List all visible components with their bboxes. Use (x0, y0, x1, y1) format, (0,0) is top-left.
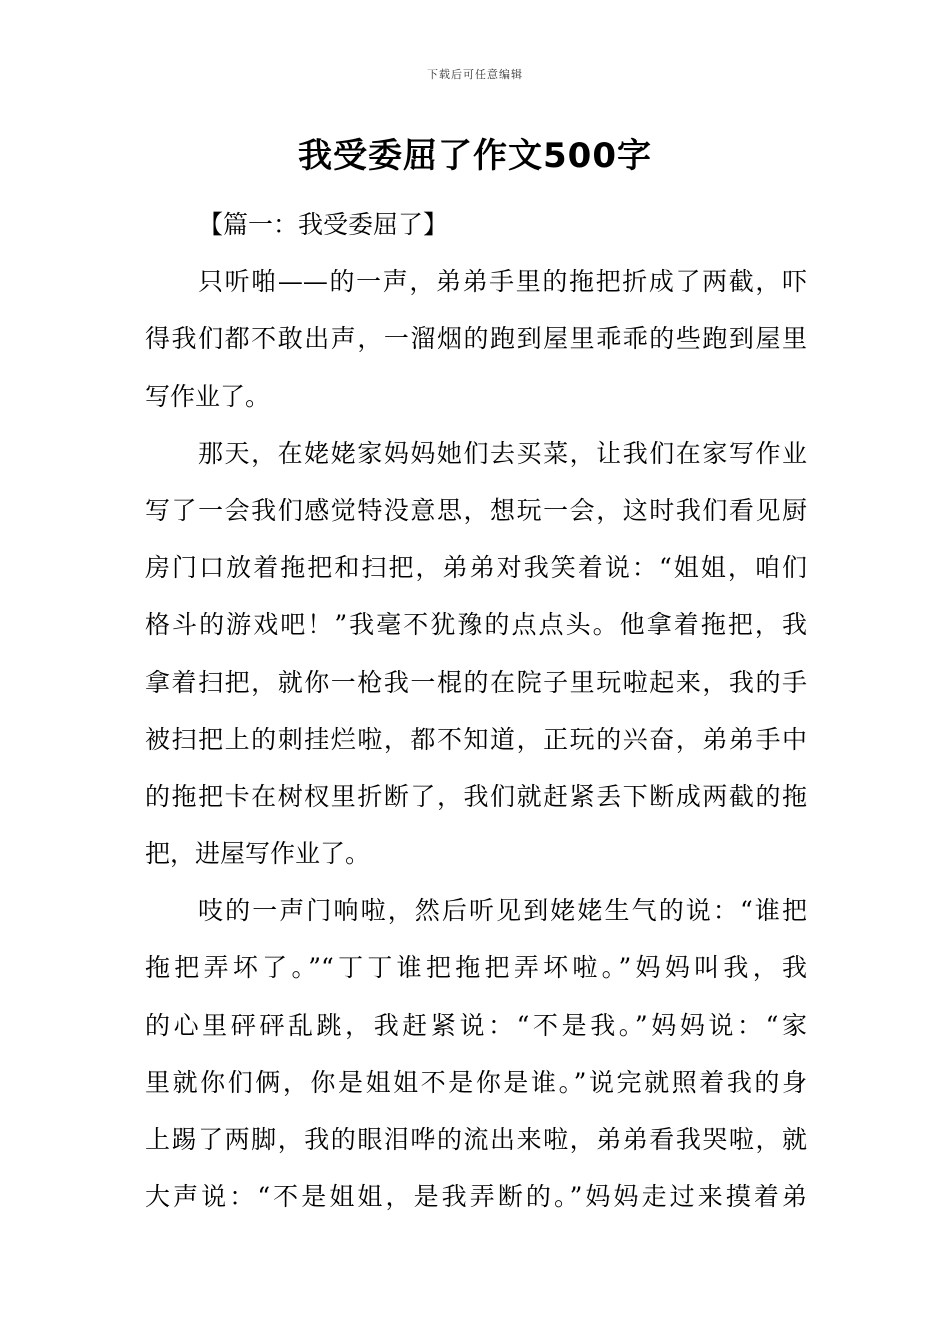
document-body (145, 196, 807, 1225)
paragraph-line: 被扫把上的刺挂烂啦，都不知道，正玩的兴奋，弟弟手中 (145, 724, 807, 754)
paragraph-line: 格斗的游戏吧！”我毫不犹豫的点点头。他拿着拖把，我 (145, 610, 807, 640)
paragraph-line: 那天，在姥姥家妈妈她们去买菜，让我们在家写作业 (198, 438, 807, 468)
paragraph-line: 的心里砰砰乱跳，我赶紧说：“不是我。”妈妈说：“家 (145, 1010, 807, 1040)
paragraph-line: 大声说：“不是姐姐，是我弄断的。”妈妈走过来摸着弟 (145, 1182, 807, 1212)
paragraph-line: 得我们都不敢出声，一溜烟的跑到屋里乖乖的些跑到屋里 (145, 324, 807, 354)
paragraph-line: 房门口放着拖把和扫把，弟弟对我笑着说：“姐姐，咱们 (145, 553, 807, 583)
paragraph-line: 把，进屋写作业了。 (145, 839, 371, 869)
paragraph-line: 上踢了两脚，我的眼泪哗的流出来啦，弟弟看我哭啦，就 (145, 1125, 807, 1154)
paragraph-line: 只听啪——的一声，弟弟手里的拖把折成了两截，吓 (198, 267, 807, 297)
paragraph-line: 的拖把卡在树杈里折断了，我们就赶紧丢下断成两截的拖 (145, 781, 807, 811)
section-heading: 【篇一：我受委屈了】 (198, 210, 449, 239)
paragraph-line: 拿着扫把，就你一枪我一棍的在院子里玩啦起来，我的手 (145, 667, 807, 697)
header-note: 下载后可任意编辑 (427, 68, 523, 81)
paragraph-line: 拖把弄坏了。”“丁丁谁把拖把弄坏啦。”妈妈叫我，我 (145, 953, 807, 983)
paragraph-line: 写了一会我们感觉特没意思，想玩一会，这时我们看见厨 (145, 495, 807, 525)
paragraph-line: 写作业了。 (145, 381, 271, 411)
document-title: 我受委屈了作文500字 (298, 136, 652, 176)
paragraph-line: 吱的一声门响啦，然后听见到姥姥生气的说：“谁把 (198, 896, 807, 926)
paragraph-line: 里就你们俩，你是姐姐不是你是谁。”说完就照着我的身 (145, 1067, 807, 1097)
